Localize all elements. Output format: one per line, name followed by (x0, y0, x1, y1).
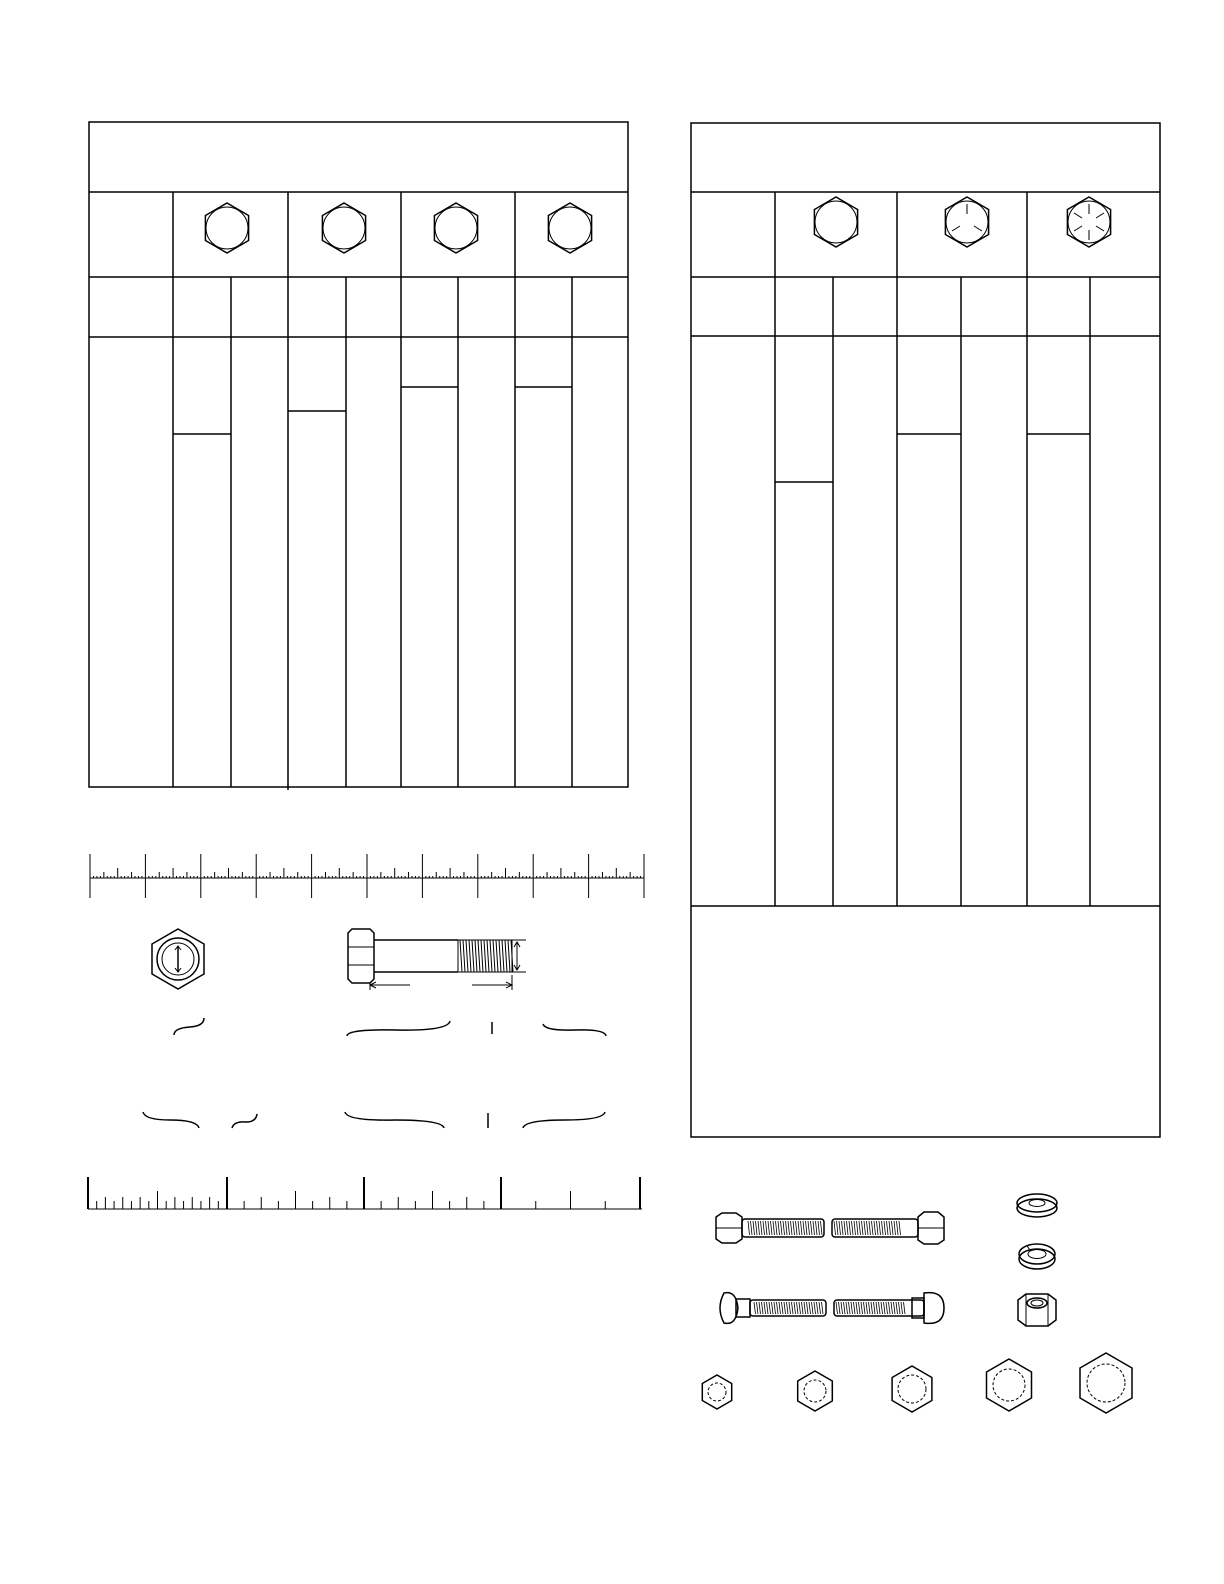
thread-line (776, 1221, 778, 1235)
socket-size-icon (798, 1371, 833, 1411)
thread-line (864, 1302, 866, 1314)
thread-line (894, 1221, 896, 1235)
thread-line (505, 940, 507, 972)
thread-line (894, 1302, 896, 1314)
thread-line (901, 1302, 903, 1314)
thread-line (842, 1221, 844, 1235)
thread-line (816, 1221, 818, 1235)
flat-washer-icon (1017, 1194, 1057, 1217)
thread-line (789, 1302, 791, 1314)
thread-line (478, 940, 480, 972)
thread-line (508, 940, 510, 972)
thread-line (763, 1221, 765, 1235)
thread-line (788, 1221, 790, 1235)
thread-line (872, 1221, 874, 1235)
hex-head-grade-icon (205, 203, 248, 253)
thread-line (792, 1302, 794, 1314)
thread-line (884, 1302, 886, 1314)
thread-line (493, 940, 495, 972)
thread-line (836, 1302, 838, 1314)
thread-line (502, 940, 504, 972)
thread-line (861, 1302, 863, 1314)
thread-line (797, 1302, 799, 1314)
thread-line (793, 1221, 795, 1235)
thread-line (814, 1302, 816, 1314)
thread-line (867, 1221, 869, 1235)
thread-line (869, 1302, 871, 1314)
thread-line (463, 940, 465, 972)
thread-line (794, 1302, 796, 1314)
thread-line (839, 1221, 841, 1235)
thread-line (856, 1302, 858, 1314)
hex-head-grade-icon (548, 203, 591, 253)
thread-line (808, 1221, 810, 1235)
thread-line (803, 1221, 805, 1235)
thread-line (876, 1302, 878, 1314)
hex-head-grade-icon (434, 203, 477, 253)
thread-line (887, 1221, 889, 1235)
thread-line (852, 1221, 854, 1235)
thread-line (886, 1302, 888, 1314)
thread-line (892, 1221, 894, 1235)
thread-line (782, 1302, 784, 1314)
thread-line (857, 1221, 859, 1235)
nut-diameter-icon (152, 929, 204, 989)
thread-line (839, 1302, 841, 1314)
thread-line (783, 1221, 785, 1235)
thread-line (811, 1221, 813, 1235)
thread-line (802, 1302, 804, 1314)
thread-line (756, 1221, 758, 1235)
thread-line (896, 1302, 898, 1314)
thread-line (884, 1221, 886, 1235)
thread-line (891, 1302, 893, 1314)
thread-line (879, 1221, 881, 1235)
thread-line (798, 1221, 800, 1235)
thread-line (796, 1221, 798, 1235)
thread-line (854, 1221, 856, 1235)
thread-line (787, 1302, 789, 1314)
thread-line (818, 1221, 820, 1235)
thread-line (897, 1221, 899, 1235)
socket-size-icon (702, 1375, 731, 1409)
thread-line (469, 940, 471, 972)
thread-line (879, 1302, 881, 1314)
three-line-hex-head-icon (945, 197, 988, 247)
thread-line (846, 1302, 848, 1314)
left-bolt-table (89, 122, 628, 790)
thread-line (881, 1302, 883, 1314)
thread-line (801, 1221, 803, 1235)
thread-line (774, 1302, 776, 1314)
socket-size-icon (1080, 1353, 1132, 1413)
thread-line (784, 1302, 786, 1314)
thread-line (819, 1302, 821, 1314)
thread-line (866, 1302, 868, 1314)
thread-line (806, 1221, 808, 1235)
thread-line (487, 940, 489, 972)
thread-line (877, 1221, 879, 1235)
thread-line (490, 940, 492, 972)
thread-line (899, 1302, 901, 1314)
thread-line (821, 1221, 823, 1235)
thread-line (767, 1302, 769, 1314)
thread-line (849, 1221, 851, 1235)
thread-line (844, 1302, 846, 1314)
thread-line (851, 1302, 853, 1314)
thread-line (466, 940, 468, 972)
thread-line (849, 1302, 851, 1314)
thread-line (777, 1302, 779, 1314)
carriage-bolt-icon (720, 1293, 944, 1324)
thread-line (751, 1221, 753, 1235)
thread-line (813, 1221, 815, 1235)
thread-line (771, 1221, 773, 1235)
thread-line (472, 940, 474, 972)
socket-size-icon (987, 1359, 1032, 1411)
thread-line (753, 1221, 755, 1235)
thread-line (475, 940, 477, 972)
thread-line (768, 1221, 770, 1235)
plain-hex-head-icon (814, 197, 857, 247)
thread-line (862, 1221, 864, 1235)
measurement-braces (143, 1018, 606, 1128)
thread-line (778, 1221, 780, 1235)
ruler-icon (88, 1177, 642, 1209)
thread-line (791, 1221, 793, 1235)
thread-line (904, 1302, 906, 1314)
thread-line (773, 1221, 775, 1235)
thread-line (799, 1302, 801, 1314)
thread-line (460, 940, 462, 972)
thread-line (759, 1302, 761, 1314)
right-bolt-table (691, 123, 1160, 1137)
left-table-border (89, 122, 628, 787)
thread-line (822, 1302, 824, 1314)
thread-line (869, 1221, 871, 1235)
thread-line (889, 1221, 891, 1235)
thread-line (874, 1302, 876, 1314)
thread-line (772, 1302, 774, 1314)
thread-line (899, 1221, 901, 1235)
thread-line (769, 1302, 771, 1314)
thread-line (781, 1221, 783, 1235)
thread-line (809, 1302, 811, 1314)
ruler-icon (90, 854, 644, 898)
lock-washer-icon (1019, 1244, 1055, 1269)
socket-size-icon (892, 1366, 932, 1412)
thread-line (481, 940, 483, 972)
thread-line (812, 1302, 814, 1314)
hex-bolt-icon (716, 1212, 944, 1244)
thread-line (859, 1302, 861, 1314)
thread-line (871, 1302, 873, 1314)
thread-line (758, 1221, 760, 1235)
hex-nut-icon (1018, 1294, 1056, 1326)
thread-line (754, 1302, 756, 1314)
six-line-hex-head-icon (1067, 197, 1110, 247)
thread-line (764, 1302, 766, 1314)
thread-line (757, 1302, 759, 1314)
thread-line (807, 1302, 809, 1314)
thread-line (859, 1221, 861, 1235)
thread-line (804, 1302, 806, 1314)
thread-line (817, 1302, 819, 1314)
thread-line (761, 1221, 763, 1235)
thread-line (847, 1221, 849, 1235)
thread-line (874, 1221, 876, 1235)
thread-line (854, 1302, 856, 1314)
thread-line (841, 1302, 843, 1314)
bolt-length-icon (348, 929, 526, 990)
thread-line (766, 1221, 768, 1235)
thread-line (844, 1221, 846, 1235)
thread-line (837, 1221, 839, 1235)
thread-line (762, 1302, 764, 1314)
hex-head-grade-icon (322, 203, 365, 253)
thread-line (748, 1221, 750, 1235)
thread-line (889, 1302, 891, 1314)
thread-line (834, 1221, 836, 1235)
thread-line (786, 1221, 788, 1235)
thread-line (864, 1221, 866, 1235)
thread-line (484, 940, 486, 972)
thread-line (779, 1302, 781, 1314)
thread-line (499, 940, 501, 972)
thread-line (496, 940, 498, 972)
thread-line (882, 1221, 884, 1235)
